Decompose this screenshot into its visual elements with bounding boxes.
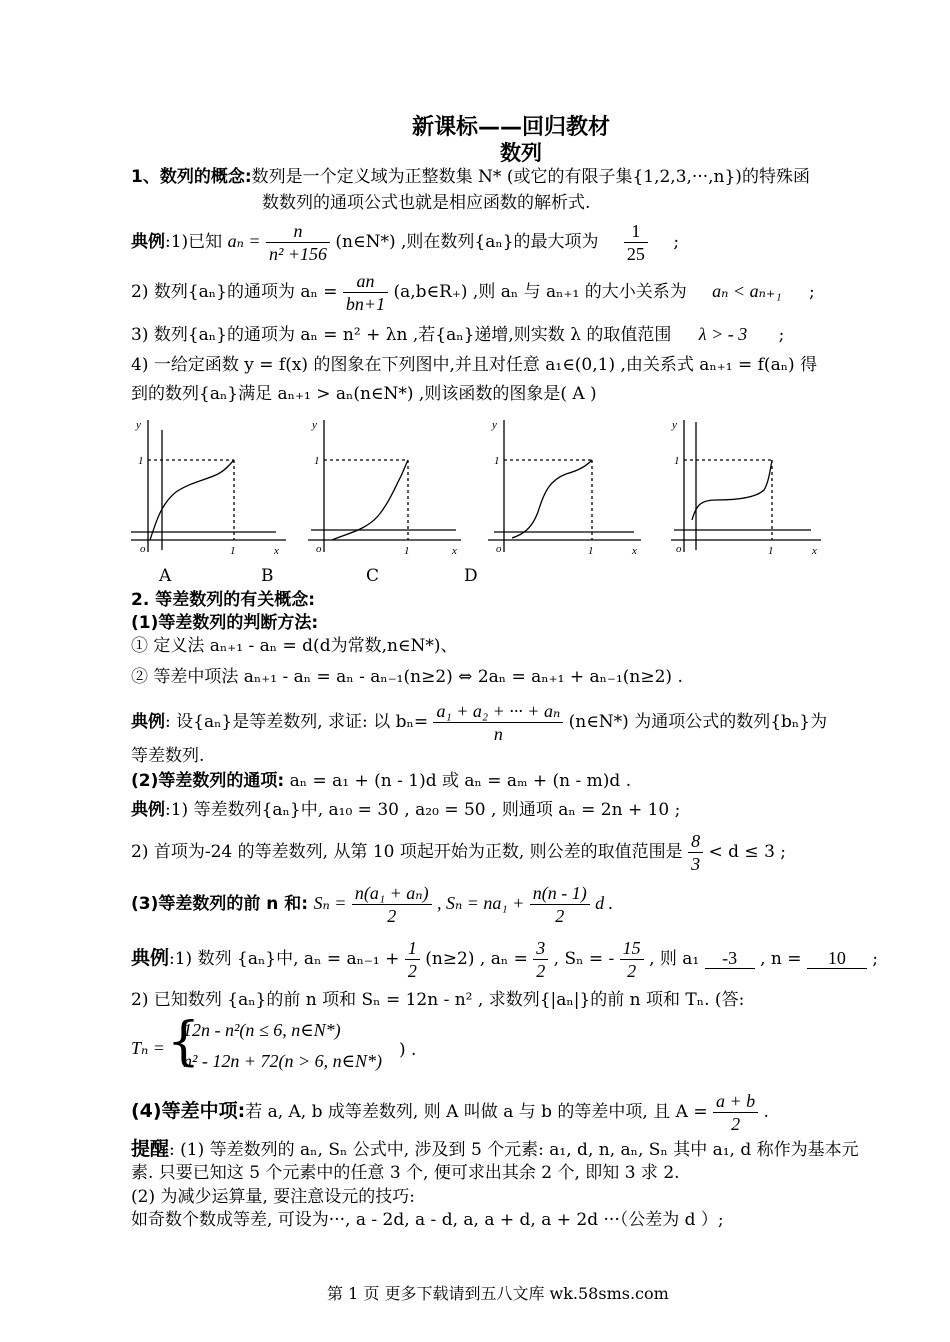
example-1-2-post: (a,b∈R₊) ,则 aₙ 与 aₙ₊₁ 的大小关系为	[393, 282, 687, 302]
fraction-den: 2	[536, 961, 546, 981]
fraction-den: bn+1	[345, 294, 386, 314]
answer-num: 1	[624, 220, 648, 243]
fraction-num: 15	[620, 937, 644, 960]
example-2-4-end: ;	[872, 949, 879, 969]
example-1-3	[131, 324, 784, 345]
example-2-4-mid2: , Sₙ = -	[553, 949, 615, 969]
section-2-sub2	[131, 771, 631, 791]
graph-d-origin: o	[676, 543, 682, 555]
example-2-1-pre: : 设{aₙ}是等差数列, 求证: 以 bₙ=	[165, 712, 429, 732]
function-graphs	[126, 412, 826, 562]
example-2-4	[131, 937, 878, 982]
example-2-5-line1: 2) 已知数列 {aₙ}的前 n 项和 Sₙ = 12n - n² , 求数列{|aₙ|}的前 n 项和 Tₙ. (答:	[131, 990, 745, 1010]
answer-2: aₙ < aₙ₊₁	[712, 281, 782, 301]
sub3-f2-pre: , Sₙ = na₁ +	[436, 893, 525, 913]
graph-a-x-tick: 1	[230, 545, 236, 557]
graph-c-y-label: y	[492, 419, 497, 431]
example-1-3-end: ;	[778, 325, 785, 345]
sub4-pre: 若 a, A, b 成等差数列, 则 A 叫做 a 与 b 的等差中项, 且 A =	[245, 1102, 708, 1122]
answer-fraction	[624, 220, 648, 265]
case-2: n² - 12n + 72(n > 6, n∈N*)	[183, 1051, 383, 1071]
example-1-4-line2: 到的数列{aₙ}满足 aₙ₊₁ > aₙ(n∈N*) ,则该函数的图象是( A )	[131, 384, 597, 404]
graph-b-y-label: y	[312, 419, 317, 431]
fraction-den: 2	[387, 906, 397, 926]
fraction-num: a + b	[713, 1090, 758, 1113]
example-1-1-pre: :1)已知	[165, 232, 223, 252]
tip-line1-text: : (1) 等差数列的 aₙ, Sₙ 公式中, 涉及到 5 个元素: a₁, d, n, aₙ, Sₙ 其中 a₁, d 称作为基本元	[169, 1140, 859, 1160]
graph-d-tick: 1	[674, 455, 680, 467]
example-1-1-end: ;	[673, 232, 680, 252]
fraction-den: 2	[627, 961, 637, 981]
graph-a	[131, 420, 286, 552]
fraction-den: 3	[691, 854, 701, 874]
example-1-2	[131, 270, 815, 315]
section-1-line1: 数列是一个定义域为正整数集 N* (或它的有限子集{1,2,3,···,n})的特殊函	[251, 167, 810, 187]
fraction-sn-1	[352, 882, 432, 927]
graph-b-x-label: x	[452, 545, 457, 557]
fraction-den: 2	[407, 961, 417, 981]
example-label: 典例	[131, 712, 165, 732]
fraction-den: n	[493, 724, 503, 744]
page-title: 新课标——回归教材	[412, 115, 611, 140]
example-2-4-mid3: , 则 a₁	[649, 949, 700, 969]
answer-n: 10	[807, 948, 867, 969]
graph-c-origin: o	[496, 543, 502, 555]
graph-d-y-label: y	[672, 419, 677, 431]
graph-label-d: D	[464, 566, 478, 586]
answer-den: 25	[626, 244, 645, 264]
graph-d-x-label: x	[812, 545, 817, 557]
tip-line2: 素. 只要已知这 5 个元素中的任意 3 个, 便可求出其余 2 个, 即知 3 求 2.	[131, 1163, 680, 1183]
graph-a-x-label: x	[274, 545, 279, 557]
method-2: ② 等差中项法 aₙ₊₁ - aₙ = aₙ - aₙ₋₁(n≥2) ⇔ 2aₙ = aₙ₊₁ + aₙ₋₁(n≥2) .	[131, 667, 683, 687]
graph-c-x-label: x	[632, 545, 637, 557]
graph-c	[488, 420, 641, 552]
section-2-sub1: (1)等差数列的判断方法:	[131, 613, 319, 633]
answer-a1: -3	[705, 948, 755, 969]
fraction-num: 3	[533, 937, 548, 960]
fraction-sn-2	[530, 882, 590, 927]
fraction-den: 2	[731, 1114, 741, 1134]
fraction-bn	[433, 700, 563, 745]
graph-d	[671, 420, 821, 552]
formula-an: aₙ =	[227, 231, 261, 251]
brace-icon: {	[167, 1012, 201, 1072]
example-2-1	[131, 700, 827, 745]
example-label: 典例	[131, 232, 165, 252]
example-1-4-line1: 4) 一给定函数 y = f(x) 的图象在下列图中,并且对任意 a₁∈(0,1) ,由关系式 aₙ₊₁ = f(aₙ) 得	[131, 355, 818, 375]
fraction-den: 2	[555, 906, 565, 926]
sub2-label: (2)等差数列的通项:	[131, 771, 285, 791]
section-1	[131, 167, 810, 187]
section-1-heading: 1、数列的概念:	[131, 167, 252, 187]
sub4-label: (4)等差中项:	[131, 1100, 246, 1122]
section-1-line2: 数数列的通项公式也就是相应函数的解析式.	[262, 193, 591, 213]
graph-a-origin: o	[140, 543, 146, 555]
tip-label: 提醒	[131, 1138, 170, 1160]
graph-d-x-tick: 1	[768, 545, 774, 557]
graph-a-tick: 1	[138, 455, 144, 467]
example-label: 典例	[131, 947, 170, 969]
tn-lhs: Tₙ =	[131, 1038, 165, 1058]
example-1-3-pre: 3) 数列{aₙ}的通项为 aₙ = n² + λn ,若{aₙ}递增,则实数 λ 的取值范围	[131, 325, 672, 345]
example-2-4-pre: :1) 数列 {aₙ}中, aₙ = aₙ₋₁ +	[169, 949, 400, 969]
section-2-sub3	[131, 882, 613, 927]
sub3-f2-post: d .	[595, 893, 614, 913]
example-label: 典例	[131, 800, 165, 820]
graph-b	[308, 420, 461, 552]
graph-b-tick: 1	[314, 455, 320, 467]
fraction-8-3	[688, 830, 703, 875]
fraction-num: n(n - 1)	[530, 882, 590, 905]
case-1: 12n - n²(n ≤ 6, n∈N*)	[183, 1020, 341, 1040]
tip-line3: (2) 为减少运算量, 要注意设元的技巧:	[131, 1187, 416, 1207]
example-2-3-post: < d ≤ 3 ;	[708, 842, 787, 862]
graph-b-x-tick: 1	[404, 545, 410, 557]
answer-3: λ > - 3	[698, 324, 748, 344]
fraction-num: 8	[688, 830, 703, 853]
fraction-num: n	[266, 220, 330, 243]
example-2-4-mid1: (n≥2) , aₙ =	[425, 949, 528, 969]
fraction-a-plus-b	[713, 1090, 758, 1135]
sub3-label: (3)等差数列的前 n 和:	[131, 894, 309, 914]
fraction-num: n(a₁ + aₙ)	[352, 882, 432, 905]
graph-label-c: C	[366, 566, 380, 586]
sub4-end: .	[763, 1102, 769, 1122]
example-1-1	[131, 220, 679, 265]
sub3-f1-pre: Sₙ =	[313, 893, 347, 913]
page-footer: 第 1 页 更多下载请到五八文库 wk.58sms.com	[327, 1284, 669, 1303]
example-2-3-pre: 2) 首项为-24 的等差数列, 从第 10 项起开始为正数, 则公差的取值范围是	[131, 842, 683, 862]
example-2-1-post: (n∈N*) 为通项公式的数列{bₙ}为	[568, 712, 828, 732]
example-1-1-post: (n∈N*) ,则在数列{aₙ}的最大项为	[335, 232, 599, 252]
tip-line4: 如奇数个数成等差, 可设为···, a - 2d, a - d, a, a + d, a + 2d ···（公差为 d ）;	[131, 1210, 724, 1230]
example-2-2	[131, 800, 680, 820]
graph-c-x-tick: 1	[588, 545, 594, 557]
tip-line1	[131, 1139, 859, 1160]
example-2-2-text: :1) 等差数列{aₙ}中, a₁₀ = 30 , a₂₀ = 50 , 则通项 aₙ = 2n + 10 ;	[165, 800, 681, 820]
graph-b-origin: o	[316, 543, 322, 555]
graph-label-b: B	[261, 566, 274, 586]
fraction-an	[266, 220, 330, 265]
fraction-half	[405, 937, 420, 982]
graph-a-y-label: y	[136, 419, 141, 431]
fraction-num: a₁ + a₂ + ··· + aₙ	[433, 700, 563, 723]
example-2-3	[131, 830, 786, 875]
fraction-num: 1	[405, 937, 420, 960]
fraction-15-2	[620, 937, 644, 982]
graph-label-a: A	[159, 566, 172, 586]
section-2-sub4	[131, 1090, 769, 1135]
example-2-1-line2: 等差数列.	[131, 746, 205, 766]
fraction-an-bn	[343, 270, 388, 315]
fraction-num: an	[343, 270, 388, 293]
graph-c-tick: 1	[494, 455, 500, 467]
example-1-2-pre: 2) 数列{aₙ}的通项为 aₙ =	[131, 282, 338, 302]
method-1: ① 定义法 aₙ₊₁ - aₙ = d(d为常数,n∈N*)、	[131, 636, 458, 656]
fraction-den: n² +156	[268, 244, 327, 264]
section-2-heading: 2. 等差数列的有关概念:	[131, 590, 316, 610]
page-subtitle: 数列	[500, 141, 542, 165]
example-1-2-end: ;	[809, 282, 815, 302]
example-2-5-end: ) .	[399, 1040, 417, 1060]
example-2-4-mid4: , n =	[760, 949, 802, 969]
sub2-text: aₙ = a₁ + (n - 1)d 或 aₙ = aₘ + (n - m)d .	[284, 771, 632, 791]
fraction-3-2	[533, 937, 548, 982]
